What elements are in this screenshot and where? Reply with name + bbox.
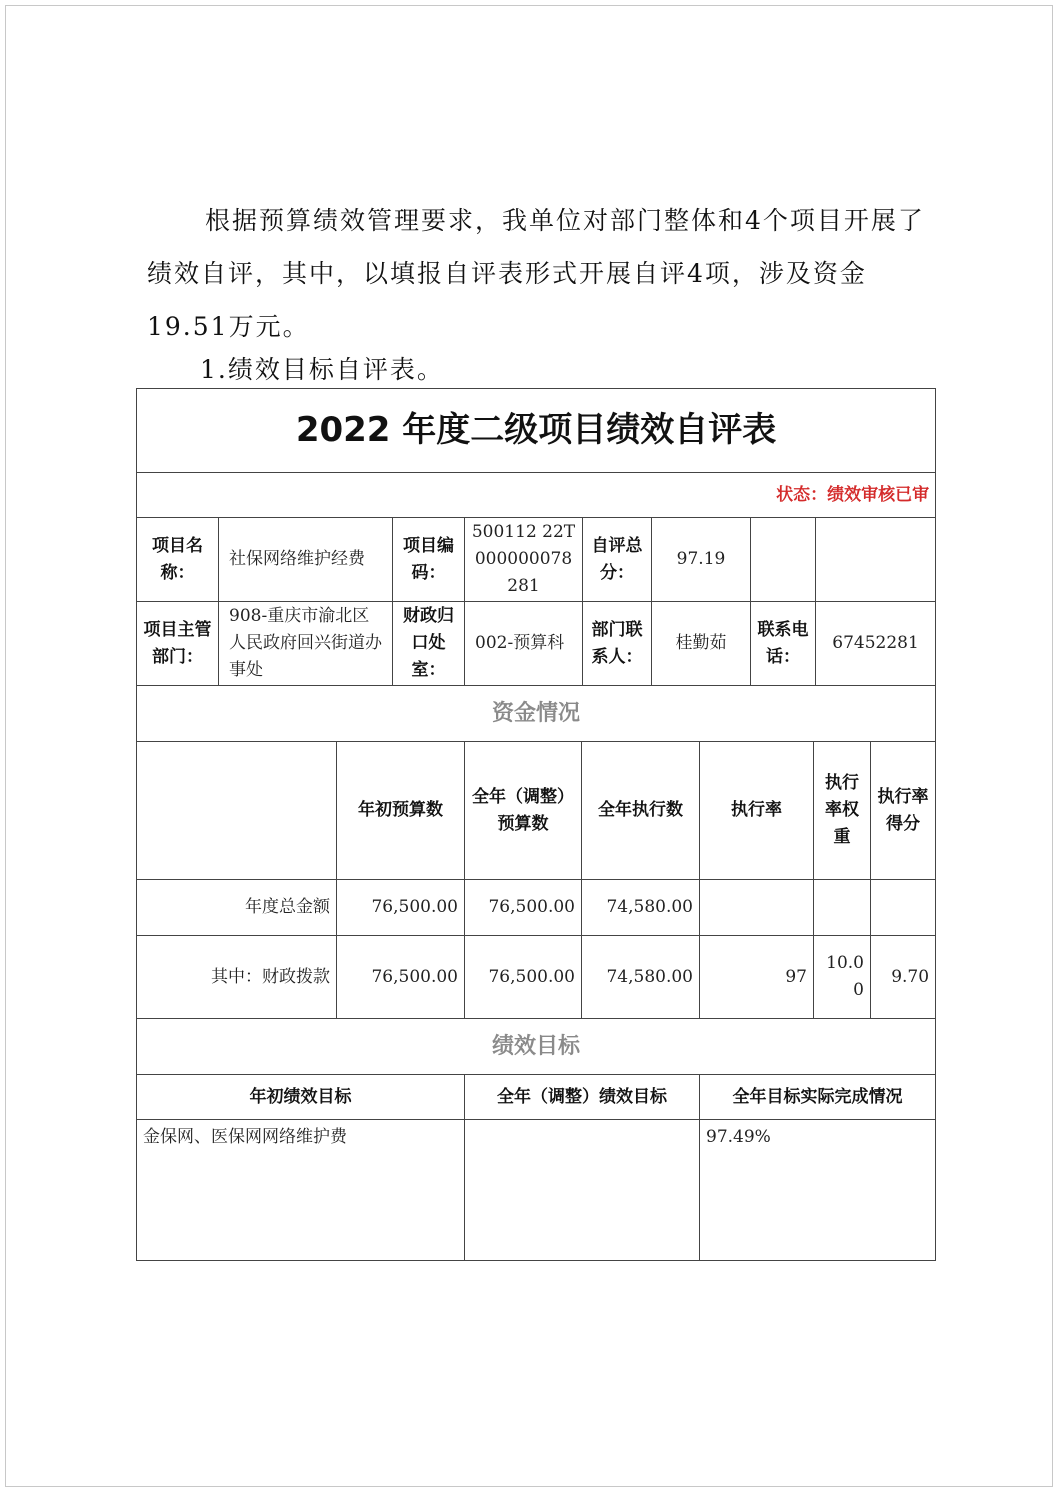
table-row xyxy=(137,880,936,936)
form-title: 2022 年度二级项目绩效自评表 xyxy=(137,389,936,473)
table-row xyxy=(137,1120,936,1261)
intro-paragraph: 根据预算绩效管理要求，我单位对部门整体和4个项目开展了绩效自评，其中，以填报自评表形式开展自评4项，涉及资金19.51万元。 xyxy=(147,206,925,341)
phone-label: 联系电话： xyxy=(751,602,816,686)
funds-row-executed: 74,580.00 xyxy=(582,936,700,1019)
project-name-label: 项目名称： xyxy=(137,518,219,602)
goals-header-actual: 全年目标实际完成情况 xyxy=(700,1075,936,1120)
funds-header-blank xyxy=(137,742,337,880)
goals-section-title: 绩效目标 xyxy=(137,1019,936,1075)
funds-section-title: 资金情况 xyxy=(137,686,936,742)
funds-row-rate xyxy=(700,880,814,936)
funds-header-weight: 执行率权重 xyxy=(814,742,871,880)
funds-header-executed: 全年执行数 xyxy=(582,742,700,880)
finance-office-value: 002-预算科 xyxy=(465,602,583,686)
funds-row-weight: 10.00 xyxy=(814,936,871,1019)
empty-cell xyxy=(816,518,936,602)
dept-value: 908-重庆市渝北区人民政府回兴街道办事处 xyxy=(219,602,393,686)
status-badge: 状态：绩效审核已审 xyxy=(137,473,936,518)
funds-row-weight xyxy=(814,880,871,936)
funds-row-initial: 76,500.00 xyxy=(337,880,465,936)
funds-table xyxy=(136,685,936,1019)
funds-row-adjusted: 76,500.00 xyxy=(465,880,582,936)
funds-row-label: 其中：财政拨款 xyxy=(137,936,337,1019)
self-evaluation-form xyxy=(136,388,935,1261)
goal-adjusted-value xyxy=(465,1120,700,1261)
goal-actual-value: 97.49% xyxy=(700,1120,936,1261)
goals-header-initial: 年初绩效目标 xyxy=(137,1075,465,1120)
funds-header-score: 执行率得分 xyxy=(871,742,936,880)
goals-header-adjusted: 全年（调整）绩效目标 xyxy=(465,1075,700,1120)
project-code-value: 500112 22T000000078281 xyxy=(465,518,583,602)
project-name-value: 社保网络维护经费 xyxy=(219,518,393,602)
phone-value: 67452281 xyxy=(816,602,936,686)
dept-label: 项目主管部门： xyxy=(137,602,219,686)
project-code-label: 项目编码： xyxy=(393,518,465,602)
goal-initial-value: 金保网、医保网网络维护费 xyxy=(137,1120,465,1261)
self-score-label: 自评总分： xyxy=(583,518,652,602)
funds-row-adjusted: 76,500.00 xyxy=(465,936,582,1019)
funds-row-initial: 76,500.00 xyxy=(337,936,465,1019)
funds-row-score xyxy=(871,880,936,936)
self-score-value: 97.19 xyxy=(652,518,751,602)
table-caption: 1.绩效目标自评表。 xyxy=(200,355,444,384)
empty-cell xyxy=(751,518,816,602)
funds-row-rate: 97 xyxy=(700,936,814,1019)
funds-header-adjusted: 全年（调整）预算数 xyxy=(465,742,582,880)
finance-office-label: 财政归口处室： xyxy=(393,602,465,686)
funds-header-rate: 执行率 xyxy=(700,742,814,880)
funds-row-score: 9.70 xyxy=(871,936,936,1019)
funds-row-executed: 74,580.00 xyxy=(582,880,700,936)
goals-table xyxy=(136,1018,936,1261)
contact-value: 桂勤茹 xyxy=(652,602,751,686)
contact-label: 部门联系人： xyxy=(583,602,652,686)
funds-header-initial: 年初预算数 xyxy=(337,742,465,880)
funds-row-label: 年度总金额 xyxy=(137,880,337,936)
table-row xyxy=(137,936,936,1019)
project-info-table xyxy=(136,388,936,686)
